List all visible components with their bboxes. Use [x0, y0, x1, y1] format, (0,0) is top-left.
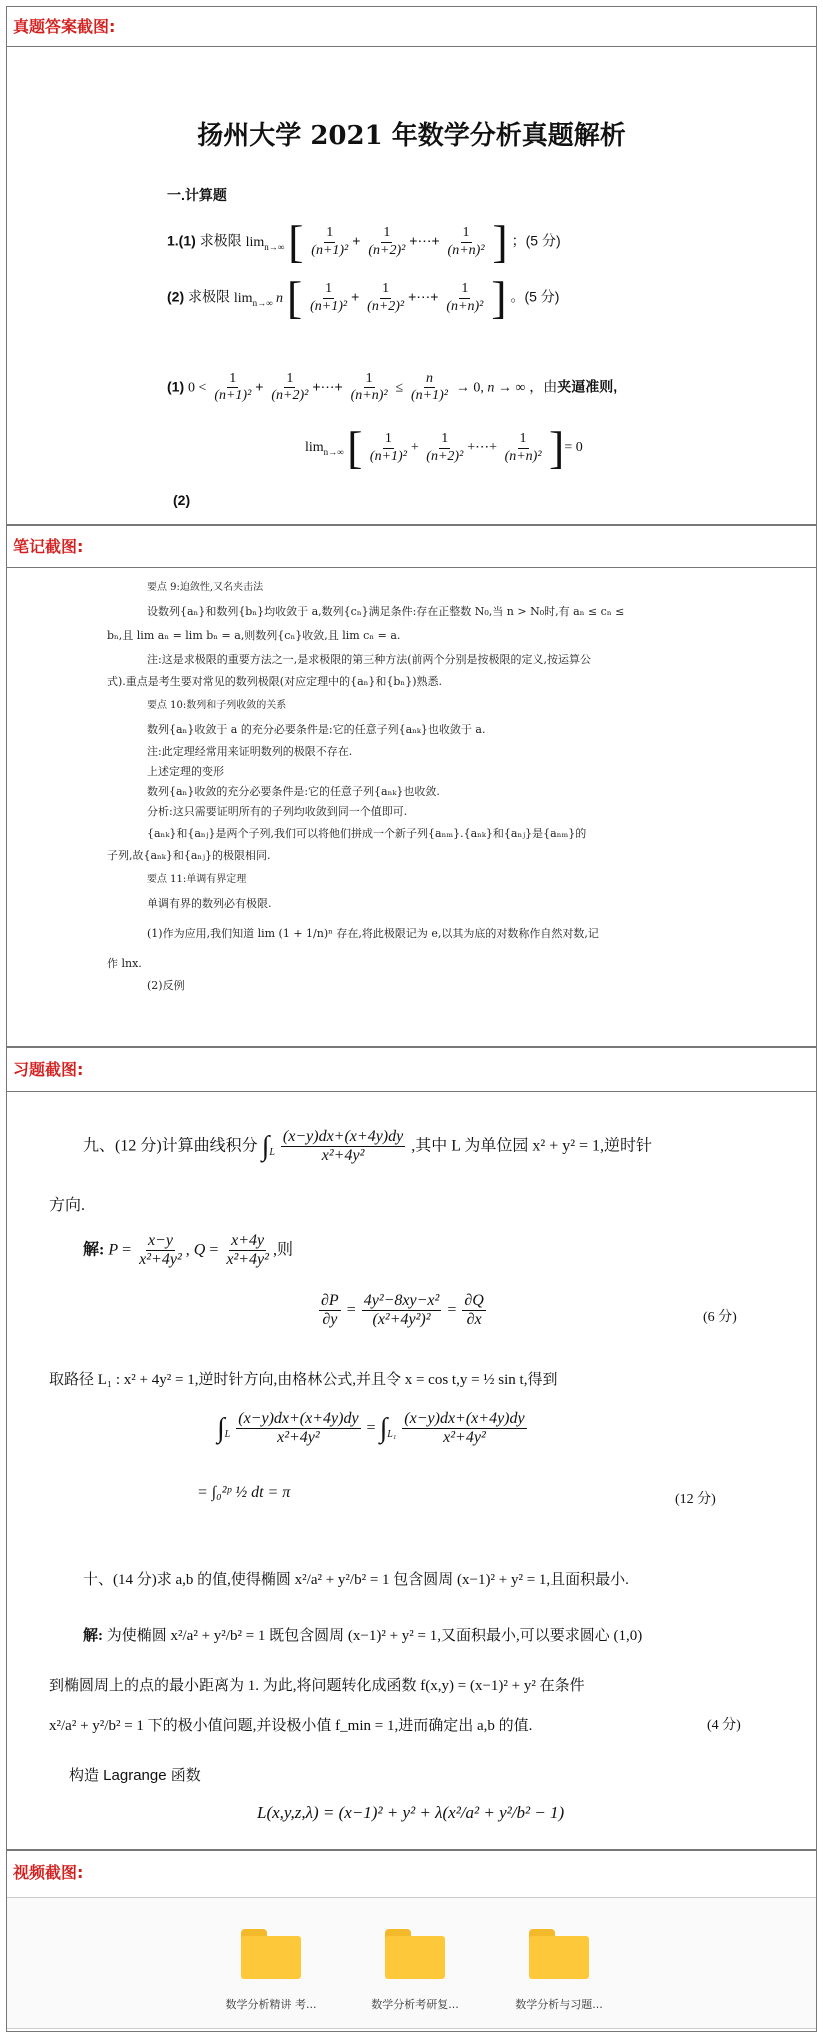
folder-label[interactable]: 数学分析考研复...: [371, 1998, 459, 2011]
problem-9-solution: 解: P = $\frac{x-y}{\text{x²+4y²}}$ , Q = $\frac{x+4y}{\text{x²+4y²}}$ ,则: [83, 1232, 293, 1269]
question-2: (2) 求极限 $\lim_{n\to\infty} n$ [ $\frac{1}{\text{(n+1)²}}$ + $\frac{1}{\text{(n+2)²}}$ +⋯+ $\frac{1}{\text{(n+n)²}}$ ] 。(5 分): [167, 272, 560, 323]
solution-1: (1) 0 < $\frac{1}{\text{(n+1)²}}$ + $\frac{1}{\text{(n+2)²}}$ +⋯+ $\frac{1}{\text{(n+n)²}}$ ≤ $\frac{n}{\text{(n+1)²}}$ → 0, n → ∞ ，由夹逼准则,: [167, 371, 618, 404]
video-section: [6, 1850, 817, 2032]
section-header-answer: 真题答案截图:: [7, 7, 816, 47]
question-1: 1.(1) 求极限 $\lim_{n\to\infty}$ [ $\frac{1}{\text{(n+1)²}}$ + $\frac{1}{\text{(n+2)²}}$ +⋯+ $\frac{1}{\text{(n+n)²}}$ ] ；(5 分): [167, 216, 561, 267]
question-1-text: 求极限: [199, 232, 242, 249]
notes-content: 要点 9:迫敛性,又名夹击法 设数列{aₙ}和数列{bₙ}均收敛于 a,数列{cₙ}满足条件:存在正整数 N₀,当 n > N₀时,有 aₙ ≤ cₙ ≤ bₙ,且 lim aₙ = lim bₙ = a,则数列{cₙ}收敛,且 lim cₙ = a. 注:这是求极限的重要方法之一,是求极限的第三种方法(前两个分别是按极限的定义,按运算公 式).重点是考生要对常见的数列极限(对应定理中的{aₙ}和{bₙ})熟悉. 要点 10:数列和子列收敛的关系 数列{aₙ}收敛于 a 的充分必要条件是:它的任意子列{aₙₖ}也收敛于 a. 注:此定理经常用来证明数列的极限不存在. 上述定理的变形 数列{aₙ}收敛的充分必要条件是:它的任意子列{aₙₖ}也收敛. 分析:这只需要证明所有的子列均收敛到同一个值即可. {aₙₖ}和{aₙⱼ}是两个子列,我们可以将他们拼成一个新子列{aₙₘ}.{aₙₖ}和{aₙⱼ}是{aₙₘ}的 子列,故{aₙₖ}和{aₙⱼ}的极限相同. 要点 11:单调有界定理 单调有界的数列必有极限. (1)作为应用,我们知道 lim (1 + 1/n)ⁿ 存在,将此极限记为 e,以其为底的对数称作自然对数,记 作 lnx. (2)反例: [107, 580, 707, 994]
answer-section: [6, 6, 817, 525]
question-2-points: 。(5 分): [510, 288, 560, 305]
section-header-notes: 笔记截图:: [7, 526, 816, 568]
folder-icon[interactable]: [385, 1929, 445, 1979]
section-header-exercise: 习题截图:: [7, 1048, 816, 1092]
problem-9: 九、(12 分)计算曲线积分 $\int_L$ $\frac{(x-y)dx+(x+4y)dy}{\text{x²+4y²}}$ ,其中 L 为单位园 x² + y² = 1,逆时针: [83, 1128, 653, 1165]
lim-symbol: $\lim_{n\to\infty}$: [245, 234, 285, 252]
note-title: 要点 10:数列和子列收敛的关系: [147, 700, 287, 711]
question-1-points: ；(5 分): [511, 232, 561, 249]
question-1-label: 1.(1): [167, 232, 196, 249]
exam-title: 扬州大学 2021 年数学分析真题解析: [197, 121, 626, 151]
exercise-section: 习题截图: 九、(12 分)计算曲线积分 $\int_L$ $\frac{(x-y)dx+(x+4y)dy}{\text{x²+4y²}}$ ,其中 L 为单位园 x² + y² = 1,逆时针 方向. 解: P = $\frac{x-y}{\text{x²+4y²}}$ , Q = $\frac{x+4y}{\text{x²+4y²}}$ ,则 $\frac{\partial P}{\partial y}$ = $\frac{\text{4y²−8xy−x²}}{\text{(x²+4y²)²}}$ = $\frac{\partial Q}{\partial x}$ (6 分) 取路径 L₁ : x² + 4y² = 1,逆时针方向,由格林公式,并且令 x = cos t,y = ½ sin t,得到 $\int_L$ $\frac{(x-y)dx+(x+4y)dy}{\text{x²+4y²}}$ = $\int_{L_1}$ $\frac{(x-y)dx+(x+4y)dy}{\text{x²+4y²}}$ = ∫₀²ᵖ ½ dt = π (12 分) 十、(14 分)求 a,b 的值,使得椭圆 x²/a² + y²/b² = 1 包含圆周 (x−1)² + y² = 1,且面积最小. 解: 为使椭圆 x²/a² + y²/b² = 1 既包含圆周 (x−1)² + y² = 1,又面积最小,可以要求圆心 (1,0) 到椭圆周上的点的最小距离为 1. 为此,将问题转化成函数 f(x,y) = (x−1)² + y² 在条件 x²/a² + y²/b² = 1 下的极小值问题,并设极小值 f_min = 1,进而确定出 a,b 的值. (4 分) 构造 Lagrange 函数 L(x,y,z,λ) = (x−1)² + y² + λ(x²/a² + y²/b² − 1): [6, 1047, 817, 1850]
folder-label[interactable]: 数学分析与习题...: [515, 1998, 603, 2011]
lagrange-function: L(x,y,z,λ) = (x−1)² + y² + λ(x²/a² + y²/b² − 1): [257, 1803, 565, 1822]
section-header-video: 视频截图:: [13, 1863, 84, 1882]
notes-section: [6, 525, 817, 1047]
section-label: 一.计算题: [167, 187, 227, 203]
theorem-name: 夹逼准则,: [557, 378, 618, 395]
problem-10: 十、(14 分)求 a,b 的值,使得椭圆 x²/a² + y²/b² = 1 包含圆周 (x−1)² + y² = 1,且面积最小.: [83, 1572, 629, 1588]
folder-icon[interactable]: [241, 1929, 301, 1979]
folder-label[interactable]: 数学分析精讲 考...: [225, 1998, 317, 2011]
note-title: 要点 9:迫敛性,又名夹击法: [147, 582, 264, 593]
folder-icon[interactable]: [529, 1929, 589, 1979]
solution-2-label: (2): [173, 492, 191, 508]
solution-1-limit: $\lim_{n\to\infty}$ [ $\frac{1}{\text{(n+1)²}}$ + $\frac{1}{\text{(n+2)²}}$ +⋯+ $\frac{1}{\text{(n+n)²}}$ ]= 0: [305, 422, 583, 473]
note-title: 要点 11:单调有界定理: [147, 874, 247, 885]
